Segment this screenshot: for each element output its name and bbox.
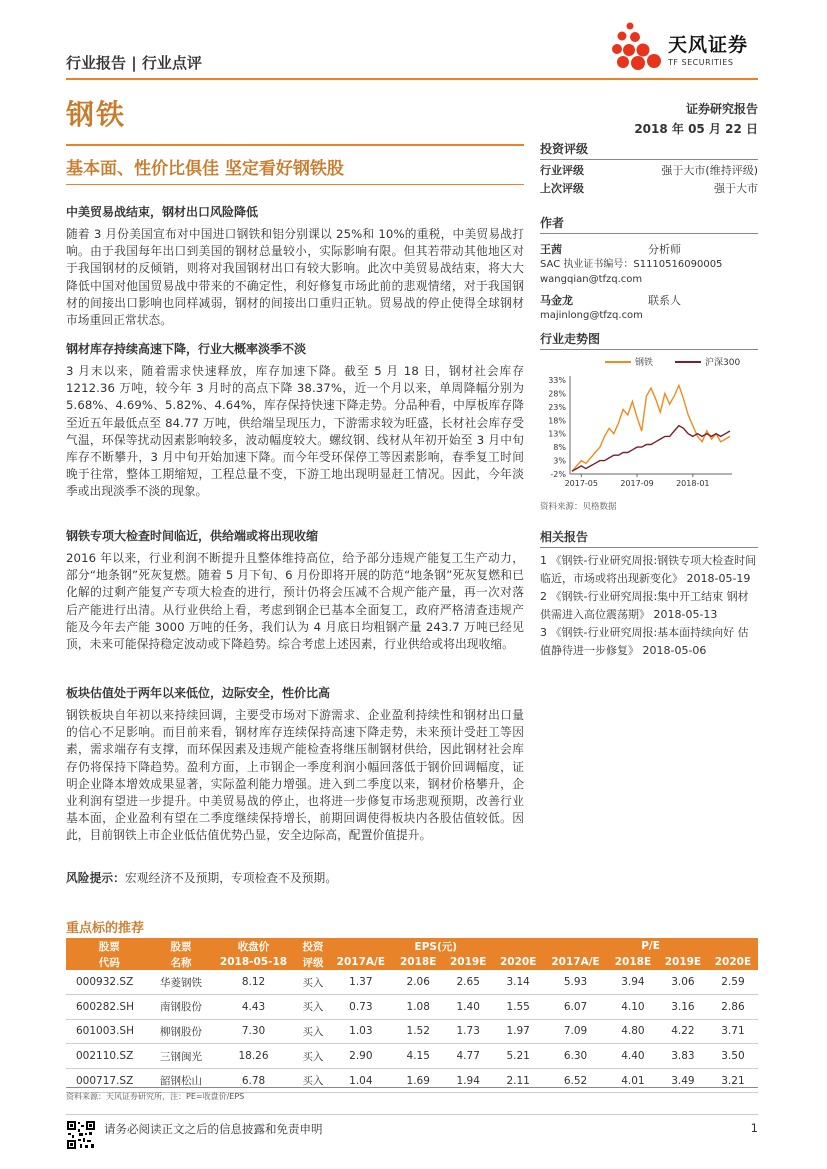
table-cell: 3.83 [658, 1044, 708, 1069]
th-eps-2017: 2017A/E [328, 954, 393, 970]
table-cell: 2.06 [393, 970, 443, 995]
author-box [540, 214, 758, 323]
table-cell: 2.90 [328, 1044, 393, 1069]
related-item[interactable]: 1 《钢铁-行业研究周报:钢铁专项大检查时间临近，市场或将出现新变化》 2018-05-19 [540, 554, 757, 585]
author-heading: 作者 [540, 214, 758, 234]
table-cell: 000932.SZ [66, 970, 153, 995]
risk-text: 宏观经济不及预期，专项检查不及预期。 [124, 871, 338, 885]
table-cell: 1.04 [328, 1068, 393, 1093]
logo-sub: TF SECURITIES [668, 58, 734, 67]
trend-box [540, 330, 758, 350]
table-cell: 3.71 [708, 1019, 758, 1044]
related-heading: 相关报告 [540, 528, 758, 548]
table-cell: 1.73 [443, 1019, 493, 1044]
table-cell: 2.86 [708, 995, 758, 1020]
x-tick-label: 2017-09 [620, 479, 654, 488]
table-cell: 3.16 [658, 995, 708, 1020]
title-rule-bottom [66, 184, 524, 185]
table-cell: 6.30 [543, 1044, 608, 1069]
y-tick-label: 33% [548, 376, 566, 385]
table-cell: 5.93 [543, 970, 608, 995]
main-title: 基本面、性价比俱佳 坚定看好钢铁股 [66, 159, 344, 179]
legend-label: 钢铁 [635, 358, 654, 368]
author2-role: 联系人 [648, 294, 681, 307]
section-heading: 钢材库存持续高速下降，行业大概率淡季不淡 [66, 342, 307, 356]
table-cell: 4.10 [608, 995, 658, 1020]
th-eps-2018: 2018E [393, 954, 443, 970]
table-cell: 1.08 [393, 995, 443, 1020]
legend-label: 沪深300 [705, 358, 741, 368]
author1-email[interactable]: wangqian@tfzq.com [540, 274, 643, 285]
table-cell: 南钢股份 [153, 995, 210, 1020]
section-text: 2016 年以来，行业利润不断提升且整体维持高位，给予部分违规产能复工生产动力，部分“地条钢”死灰复燃。随着 5 月下旬、6 月份即将开展的防范“地条钢”死灰复燃和已化解的过剩产能复产专项大检查的进行，预计仍将会压减不合规产能产量，再一次对落后产能进行出清。从行业供给上看，考虑到钢企已基本全面复工，政府严格清查违规产能及今年去产能 3000 万吨的任务，我们认为 4 月底日均粗钢产量 243.7 万吨已经见顶，未来可能保持稳定波动或下降趋势。综合考虑上述因素，行业供给或将出现收缩。 [66, 551, 524, 652]
table-cell: 3.49 [658, 1068, 708, 1093]
table-row [66, 1068, 758, 1093]
table-cell: 000717.SZ [66, 1068, 153, 1093]
th-pe-2020: 2020E [708, 954, 758, 970]
section-text: 3 月末以来，随着需求快速释放，库存加速下降。截至 5 月 18 日，钢材社会库存 1212.36 万吨，较今年 3 月时的高点下降 38.37%，近一个月以来，单周降幅分别为 5.68%、4.69%、5.82%、4.64%，库存保持快速下降走势。分品种看，中厚板库存降至近五年最低点至 84.77 万吨，供给端呈现压力，下游需求较为旺盛，长材社会库存受气温，环保等扰动因素影响较多，波动幅度较大。螺纹钢、线材从年初开始至 3 月中旬库存不断攀升，3 月中旬开始加速下降。而今年受环保停工等因素影响，春季复工时间晚于往常，整体工期缩短，工程总量不变，下游工地出现明显赶工情况。因此，今年淡季或出现淡季不淡的现象。 [66, 364, 524, 499]
table-cell: 2.65 [443, 970, 493, 995]
th-close: 收盘价 [209, 938, 297, 954]
page-number: 1 [750, 1121, 758, 1135]
qr-code-icon [66, 1120, 96, 1150]
th-pe-2017: 2017A/E [543, 954, 608, 970]
footer-disclaimer: 请务必阅读正文之后的信息披露和免责申明 [104, 1122, 323, 1136]
th-eps-2019: 2019E [443, 954, 493, 970]
table-cell: 华菱钢铁 [153, 970, 210, 995]
trend-source: 资料来源：贝格数据 [540, 502, 617, 512]
table-cell: 4.80 [608, 1019, 658, 1044]
table-header-row [66, 938, 758, 954]
table-cell: 3.94 [608, 970, 658, 995]
th-code: 代码 [66, 954, 153, 970]
th-stock-code: 股票 [66, 938, 153, 954]
industry-title: 钢铁 [66, 98, 127, 131]
table-cell: 2.11 [493, 1068, 543, 1093]
table-cell: 601003.SH [66, 1019, 153, 1044]
table-row [66, 1019, 758, 1044]
table-note: 资料来源：天风证券研究所，注：PE=收盘价/EPS [66, 1092, 245, 1101]
table-cell: 3.50 [708, 1044, 758, 1069]
header-rule [66, 78, 758, 80]
th-eps-2020: 2020E [493, 954, 543, 970]
author1 [540, 242, 758, 257]
x-tick-label: 2018-01 [676, 479, 710, 488]
table-cell: 1.94 [443, 1068, 493, 1093]
prev-rating-row [540, 180, 758, 198]
table-cell: 600282.SH [66, 995, 153, 1020]
trend-heading: 行业走势图 [540, 330, 758, 350]
th-close-date: 2018-05-18 [209, 954, 297, 970]
rating-box [540, 140, 758, 198]
table-header-row [66, 954, 758, 970]
y-tick-label: 23% [548, 402, 566, 412]
table-cell: 18.26 [209, 1044, 297, 1069]
table-cell: 三钢闽光 [153, 1044, 210, 1069]
table-cell: 买入 [298, 1044, 329, 1069]
table-cell: 1.55 [493, 995, 543, 1020]
table-cell: 4.01 [608, 1068, 658, 1093]
author1-cert: SAC 执业证书编号：S1110516090005 [540, 259, 723, 270]
table-cell: 7.09 [543, 1019, 608, 1044]
table-cell: 买入 [298, 1019, 329, 1044]
table-cell: 3.06 [658, 970, 708, 995]
y-tick-label: 8% [553, 443, 566, 453]
section-heading: 板块估值处于两年以来低位，边际安全，性价比高 [66, 686, 331, 700]
y-tick-label: -2% [550, 470, 566, 479]
table-cell: 1.69 [393, 1068, 443, 1093]
table-cell: 3.21 [708, 1068, 758, 1093]
table-row [66, 1044, 758, 1069]
table-cell: 4.40 [608, 1044, 658, 1069]
rating-label: 行业评级 [540, 164, 584, 177]
th-pe-2018: 2018E [608, 954, 658, 970]
th-pe: P/E [543, 938, 758, 954]
table-cell: 4.43 [209, 995, 297, 1020]
table-row [66, 995, 758, 1020]
report-date: 2018 年 05 月 22 日 [634, 122, 758, 136]
related-box [540, 528, 758, 660]
th-rating: 投资 [298, 938, 329, 954]
related-item[interactable]: 2 《钢铁-行业研究周报:集中开工结束 钢材供需进入高位震荡期》 2018-05-13 [540, 590, 749, 621]
table-cell: 0.73 [328, 995, 393, 1020]
related-item[interactable]: 3 《钢铁-行业研究周报:基本面持续向好 估值静待进一步修复》 2018-05-06 [540, 626, 749, 657]
risk-note [66, 870, 524, 887]
doc-type: 行业报告 | 行业点评 [66, 54, 202, 72]
y-tick-label: 18% [548, 416, 566, 426]
y-tick-label: 13% [548, 429, 566, 439]
author2 [540, 293, 758, 308]
prev-rating-value: 强于大市 [714, 182, 758, 195]
author2-name: 马金龙 [540, 294, 573, 307]
trend-chart [540, 350, 758, 490]
table-cell: 6.52 [543, 1068, 608, 1093]
author1-role: 分析师 [648, 243, 681, 256]
table-cell: 6.78 [209, 1068, 297, 1093]
th-eps: EPS(元) [328, 938, 543, 954]
section-text: 随着 3 月份美国宣布对中国进口钢铁和铝分别课以 25%和 10%的重税，中美贸易战打响。由于我国每年出口到美国的钢材总量较小，实际影响有限。但其若带动其他地区对于我国钢材的反倾销，则将对我国钢材出口有较大影响。此次中美贸易战结束，将大大降低中国对他国贸易战中带来的不确定性，利好修复市场此前的悲观情绪，对于我国钢材的间接出口影响也同样减弱，钢材的间接出口重归正轨。贸易战的停止使得全球钢材市场重回正常状态。 [66, 227, 524, 328]
author1-name: 王茜 [540, 243, 562, 256]
table-cell: 4.22 [658, 1019, 708, 1044]
footer-rule [66, 1114, 758, 1115]
table-cell: 3.14 [493, 970, 543, 995]
title-rule [66, 144, 524, 146]
table-cell: 1.97 [493, 1019, 543, 1044]
table-cell: 买入 [298, 1068, 329, 1093]
rating-heading: 投资评级 [540, 140, 758, 160]
table-cell: 1.40 [443, 995, 493, 1020]
risk-label: 风险提示： [66, 871, 125, 885]
table-cell: 1.52 [393, 1019, 443, 1044]
table-cell: 5.21 [493, 1044, 543, 1069]
y-tick-label: 28% [548, 389, 566, 399]
stock-table [66, 938, 758, 1093]
x-tick-label: 2017-05 [564, 479, 599, 488]
table-cell: 7.30 [209, 1019, 297, 1044]
y-tick-label: 3% [553, 456, 566, 466]
rating-value: 强于大市(维持评级) [661, 164, 758, 177]
table-cell: 1.37 [328, 970, 393, 995]
table-cell: 4.15 [393, 1044, 443, 1069]
table-cell: 8.12 [209, 970, 297, 995]
section-text: 钢铁板块自年初以来持续回调，主要受市场对下游需求、企业盈利持续性和钢材出口量的信心不足影响。而目前来看，钢材库存连续保持高速下降走势，未来预计受赶工等因素，需求端存有支撑，而环保因素及违规产能检查将继压制钢材供给，因此钢材社会库存仍将保持下降趋势。盈利方面，上市钢企一季度利润小幅回落低于钢价回调幅度，证明企业降本增效成果显著，实际盈利能力增强。进入到二季度以来，钢材价格攀升，企业利润有望进一步提升。中美贸易战的停止，也将进一步修复市场悲观预期，改善行业基本面，企业盈利有望在二季度继续保持增长，前期回调使得板块内各股估值较低。因此，目前钢铁上市企业低估值优势凸显，安全边际高，配置价值提升。 [66, 708, 524, 843]
logo-name: 天风证券 [668, 34, 749, 56]
table-cell: 4.77 [443, 1044, 493, 1069]
th-pe-2019: 2019E [658, 954, 708, 970]
table-title: 重点标的推荐 [66, 921, 145, 936]
prev-rating-label: 上次评级 [540, 182, 584, 195]
rating-row [540, 162, 758, 180]
section-heading: 钢铁专项大检查时间临近，供给端或将出现收缩 [66, 529, 319, 543]
table-note-rule [66, 1087, 758, 1088]
table-cell: 002110.SZ [66, 1044, 153, 1069]
table-cell: 买入 [298, 995, 329, 1020]
section-heading: 中美贸易战结束，钢材出口风险降低 [66, 205, 259, 219]
table-cell: 6.07 [543, 995, 608, 1020]
author2-email[interactable]: majinlong@tfzq.com [540, 310, 643, 321]
report-type: 证券研究报告 [685, 102, 758, 116]
table-row [66, 970, 758, 995]
series-line [572, 385, 730, 471]
table-cell: 柳钢股份 [153, 1019, 210, 1044]
table-cell: 买入 [298, 970, 329, 995]
th-rating2: 评级 [298, 954, 329, 970]
table-cell: 韶钢松山 [153, 1068, 210, 1093]
th-name: 名称 [153, 954, 210, 970]
table-cell: 2.59 [708, 970, 758, 995]
th-stock-name: 股票 [153, 938, 210, 954]
table-cell: 1.03 [328, 1019, 393, 1044]
